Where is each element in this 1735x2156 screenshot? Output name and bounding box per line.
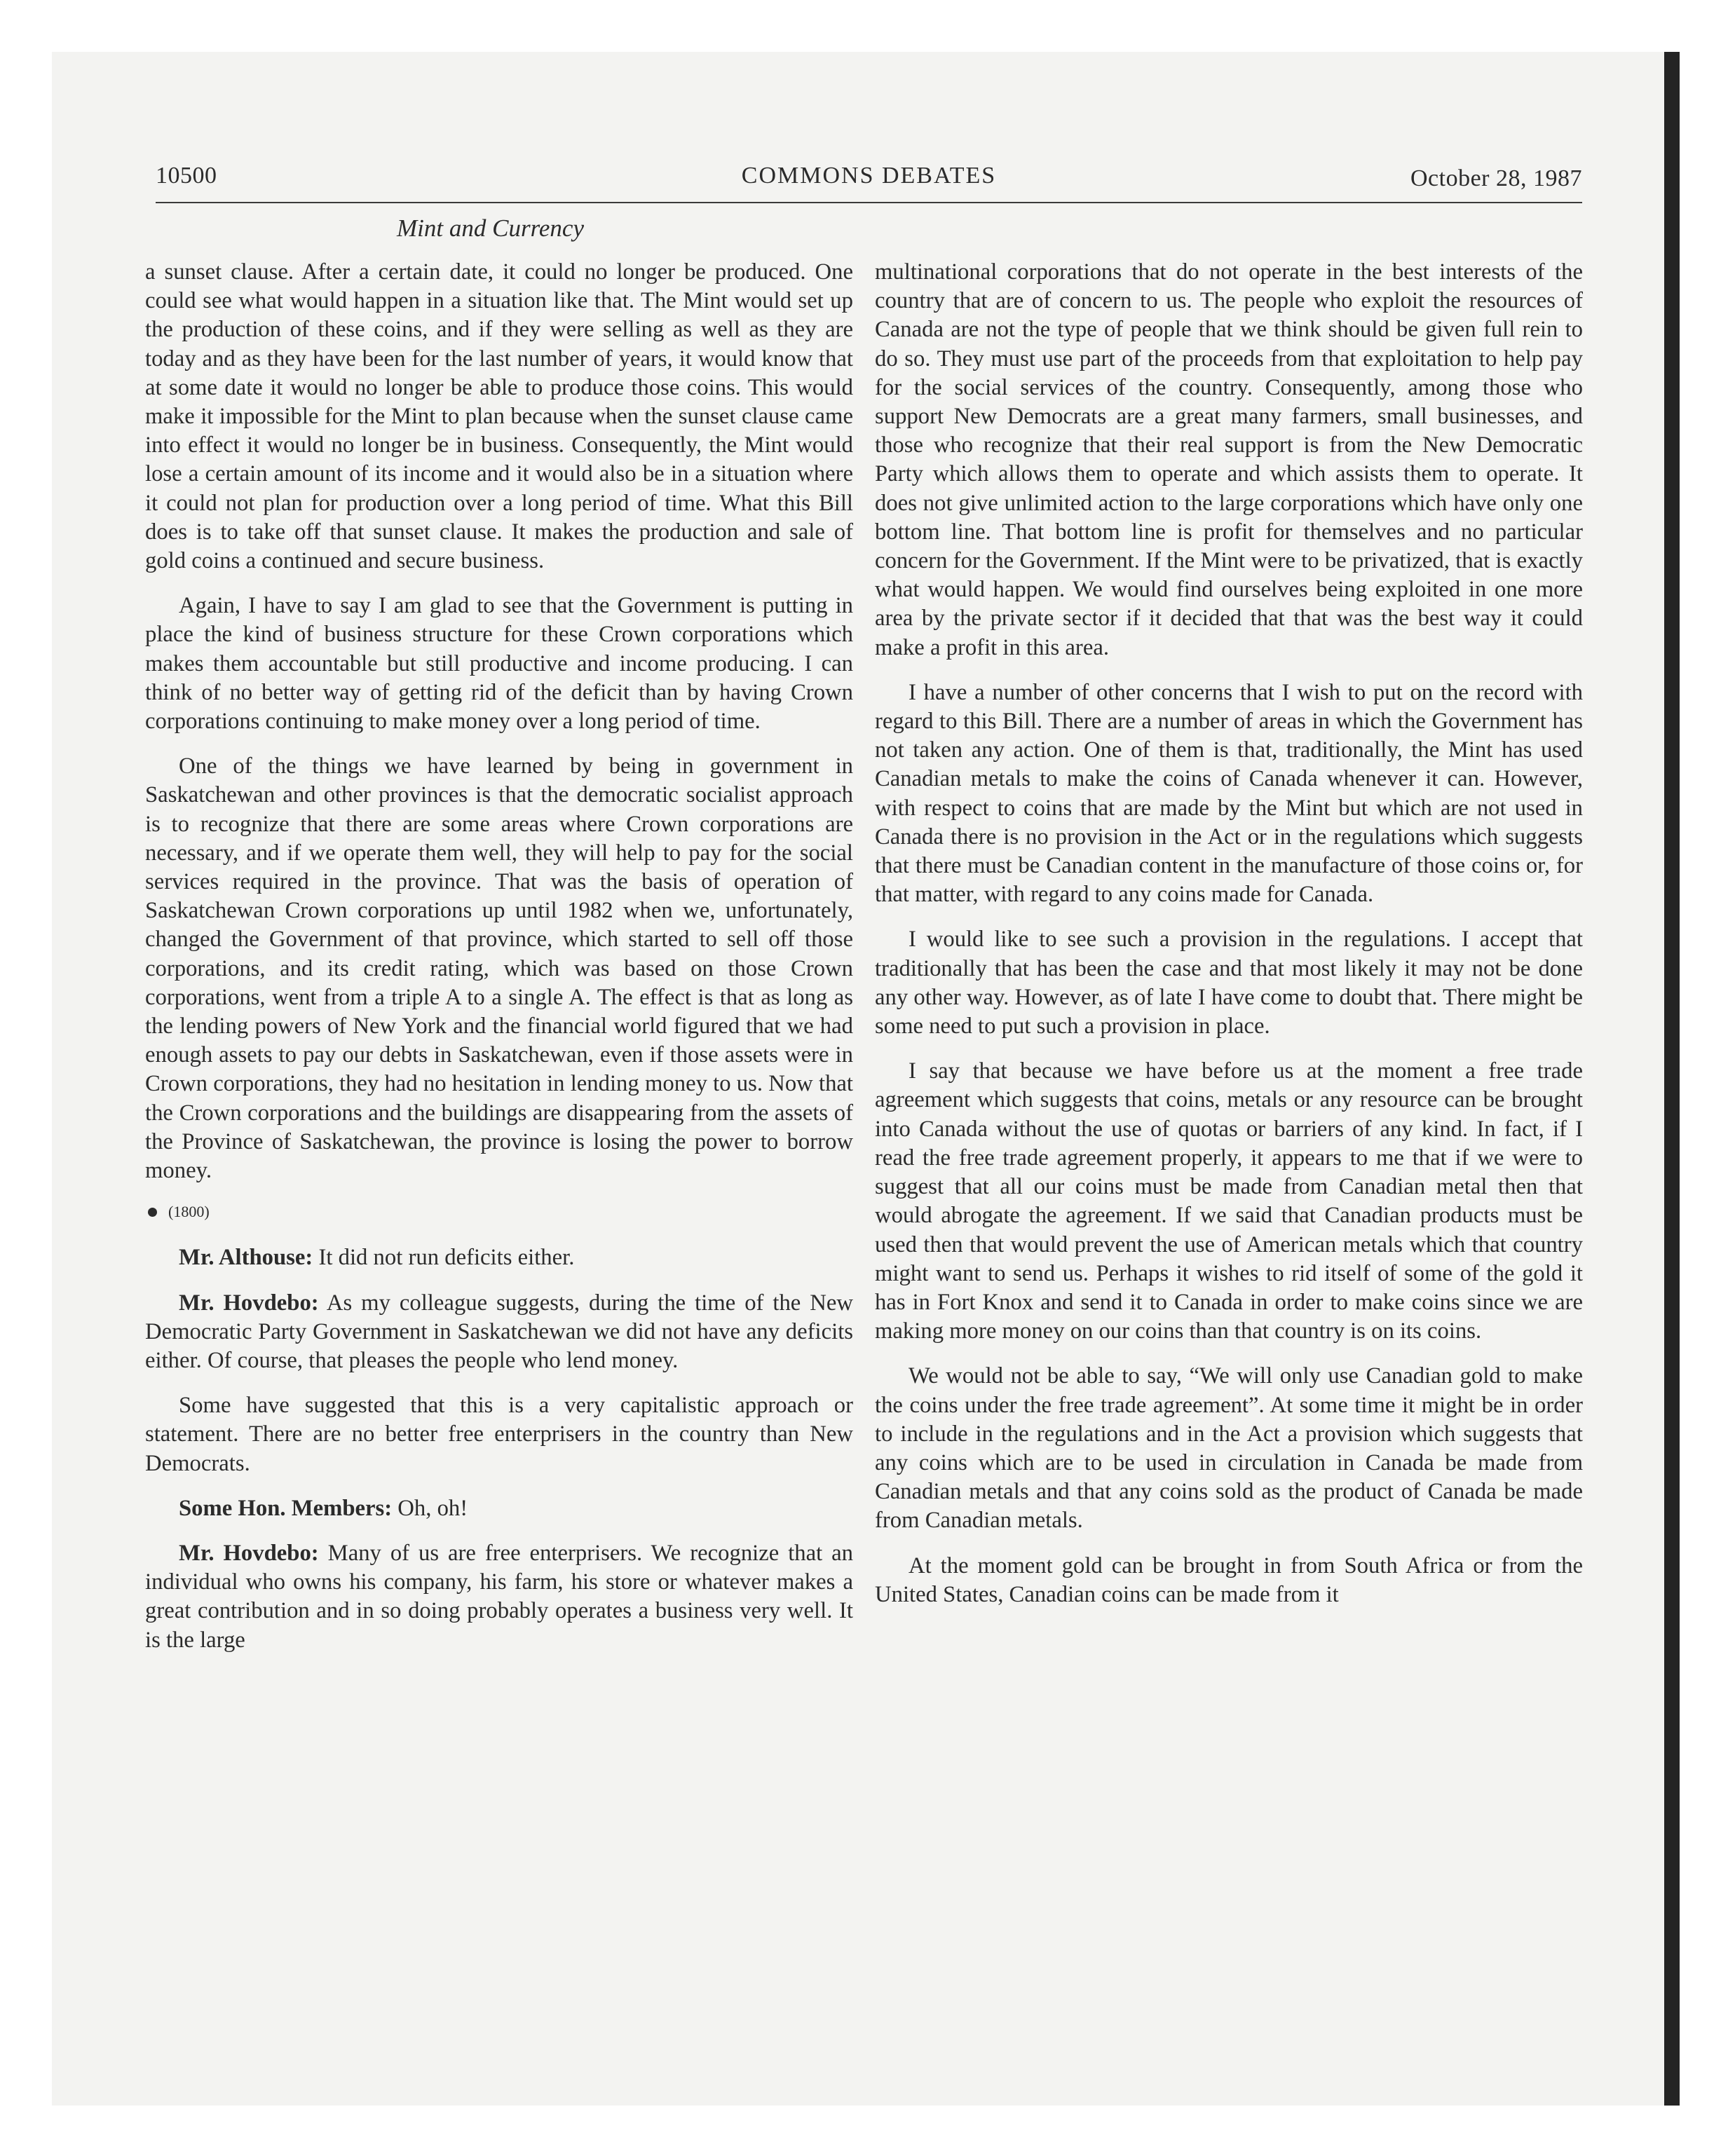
speech-text: Many of us are free enterprisers. We recognize that an individual who owns his company, his farm, his store or whatever makes a great contribution and in so doing probably operates a business very well. It is the large [145,1540,853,1653]
bullet-icon [148,1208,157,1217]
paragraph: One of the things we have learned by being in government in Saskatchewan and other provinces is that the democratic socialist approach is to recognize that there are some areas where Crown corporations are necessary, and if we operate them well, they will help to pay for the social services required in the province. That was the basis of operation of Saskatchewan Crown corporations up until 1982 when we, unfortunately, changed the Government of that province, which started to sell off those corporations, and its credit rating, which was based on those Crown corporations, went from a triple A to a single A. The effect is that as long as the lending powers of New York and the financial world figured that we had enough assets to pay our debts in Saskatchewan, even if those assets were in Crown corporations, they had no hesitation in lending money to us. Now that the Crown corporations and the buildings are disappearing from the assets of the Province of Saskatchewan, the province is losing the power to borrow money. [145,753,853,1184]
time-marker-label: (1800) [168,1203,210,1221]
publication-title: COMMONS DEBATES [741,163,997,189]
running-head: Mint and Currency [397,214,584,242]
paragraph: I say that because we have before us at the moment a free trade agreement which suggests that coins, metals or any resource can be brought into Canada without the use of quotas or barriers of any kind. In fact, if I read the free trade agreement properly, it appears to me that if we were to suggest that all our coins must be made from Canadian metal then that would abrogate the agreement. If we said that Canadian products must be used then that would prevent the use of American metals which that country might want to send us. Perhaps it wishes to rid itself of some of the gold it has in Fort Knox and send it to Canada in order to make coins since we are making more money on our coins than that country is on its coins. [875,1058,1583,1344]
paragraph: We would not be able to say, “We will only use Canadian gold to make the coins under the free trade agreement”. At some time it might be in order to include in the regulations and in the Act a provision which suggests that any coins which are to be used in circulation in Canada be made from Canadian metals and that any coins sold as the product of Canada be made from Canadian metals. [875,1363,1583,1534]
header-rule [156,202,1582,203]
paragraph: Some have suggested that this is a very capitalistic approach or statement. There are no better free enterprisers in the country than New Democrats. [145,1393,853,1476]
right-column [875,258,1583,1947]
speech-text: It did not run deficits either. [318,1245,575,1271]
paragraph: Again, I have to say I am glad to see that the Government is putting in place the kind of business structure for these Crown corporations which makes them accountable but still productive and income producing. I can think of no better way of getting rid of the deficit than by having Crown corporations continuing to make money over a long period of time. [145,593,853,735]
speaker-name: Mr. Hovdebo: [179,1290,319,1316]
speech-paragraph [145,1494,853,1523]
speaker-name: Mr. Althouse: [179,1245,313,1271]
time-marker [145,1201,853,1222]
page-number: 10500 [156,163,217,189]
paragraph: I would like to see such a provision in the regulations. I accept that traditionally that has been the case and that most likely it may not be done any other way. However, as of late I have come to doubt that. There might be some need to put such a provision in place. [875,927,1583,1039]
paragraph: I have a number of other concerns that I wish to put on the record with regard to this Bill. There are a number of areas in which the Government has not taken any action. One of them is that, traditionally, the Mint has used Canadian metals to make the coins of Canada whenever it can. However, with respect to coins that are made by the Mint but which are not used in Canada there is no provision in the Act or in the regulations which suggests that there must be Canadian content in the manufacture of those coins or, for that matter, with regard to any coins made for Canada. [875,679,1583,908]
speaker-name: Mr. Hovdebo: [179,1540,319,1566]
speech-text: As my colleague suggests, during the time of the New Democratic Party Government in Saskatchewan we did not have any deficits either. Of course, that pleases the people who lend money. [145,1290,853,1373]
speech-paragraph [145,1539,853,1655]
page-header [156,163,1582,206]
publication-date: October 28, 1987 [1410,165,1582,191]
speech-text: Oh, oh! [397,1495,468,1521]
left-column [145,258,853,1947]
speech-paragraph [145,1289,853,1376]
speech-paragraph [145,1243,853,1272]
paragraph: multinational corporations that do not operate in the best interests of the country that are of concern to us. The people who exploit the resources of Canada are not the type of people that we think should be given full rein to do so. They must use part of the proceeds from that exploitation to help pay for the social services of the country. Consequently, among those who support New Democrats are a great many farmers, small businesses, and those who recognize that their real support is from the New Democratic Party which allows them to operate and which assists them to operate. It does not give unlimited action to the large corporations which have only one bottom line. That bottom line is profit for themselves and no particular concern for the Government. If the Mint were to be privatized, that is exactly what would happen. We would find ourselves being exploited in one more area by the private sector if it decided that that was the best way it could make a profit in this area. [875,259,1583,660]
scan-edge-shadow [1664,52,1680,2106]
paragraph: At the moment gold can be brought in from South Africa or from the United States, Canadian coins can be made from it [875,1553,1583,1607]
paragraph: a sunset clause. After a certain date, it could no longer be produced. One could see what would happen in a situation like that. The Mint would set up the production of these coins, and if they were selling as well as they are today and as they have been for the last number of years, it would know that at some date it would no longer be able to produce those coins. This would make it impossible for the Mint to plan because when the sunset clause came into effect it would no longer be in business. Consequently, the Mint would lose a certain amount of its income and it would also be in a situation where it could not plan for production over a long period of time. What this Bill does is to take off that sunset clause. It makes the production and sale of gold coins a continued and secure business. [145,259,853,574]
speaker-name: Some Hon. Members: [179,1495,393,1521]
